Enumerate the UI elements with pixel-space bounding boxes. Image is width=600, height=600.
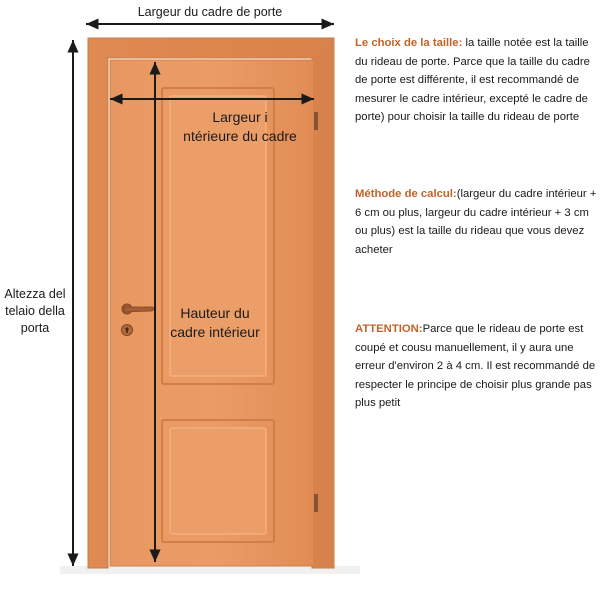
note-size-sep: : — [458, 37, 463, 49]
note-size-title: Le choix de la taille — [355, 37, 459, 49]
label-inner-width — [150, 108, 330, 146]
note-size-choice — [355, 34, 600, 127]
note-attention — [355, 320, 600, 413]
label-inner-height — [150, 304, 280, 342]
label-inner-width-line1: Largeur i — [212, 109, 268, 125]
label-frame-height — [0, 286, 70, 337]
label-inner-width-line2: ntérieure du cadre — [183, 128, 297, 144]
label-frame-height-line3: porta — [20, 321, 50, 335]
note-calc-body: (largeur du cadre intérieur + 6 cm ou plus, largeur du cadre intérieur + 3 cm ou plus) est la taille du rideau que vous devez acheter — [355, 188, 597, 256]
note-attention-body: Parce que le rideau de porte est coupé et cousu manuellement, il y aura une erreur d'environ 2 à 4 cm. Il est recommandé de respecter le principe de choisir plus grande pas plus petit — [355, 323, 596, 409]
note-calculation — [355, 185, 600, 259]
note-size-body: la taille notée est la taille du rideau de porte. Parce que la taille du cadre de porte est différente, il est recommandé de mesurer le cadre intérieur, excepté le cadre de porte) pour choisir la taille du rideau de porte — [355, 37, 590, 123]
label-inner-height-line2: cadre intérieur — [170, 324, 260, 340]
label-frame-height-line1: Altezza del — [4, 287, 66, 301]
label-frame-width: Largeur du cadre de porte — [137, 5, 283, 19]
note-calc-title: Méthode de calcul: — [355, 188, 457, 200]
label-frame-height-line2: telaio della — [5, 304, 65, 318]
label-inner-height-line1: Hauteur du — [180, 305, 250, 321]
hinge-bottom — [314, 494, 318, 512]
door-bottom-panel-inner — [170, 428, 266, 534]
keyhole-icon — [122, 325, 133, 336]
note-attention-title: ATTENTION: — [355, 323, 423, 335]
